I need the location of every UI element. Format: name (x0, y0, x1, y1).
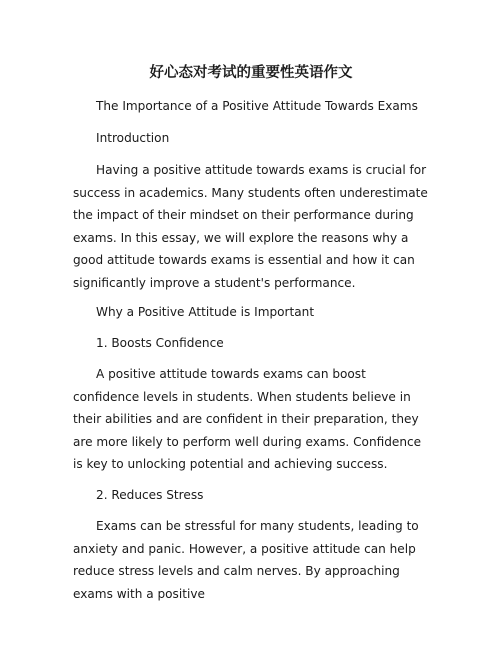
section-heading: Why a Positive Attitude is Important (96, 305, 315, 319)
subtitle: The Importance of a Positive Attitude Towards Exams (96, 99, 418, 113)
point1-paragraph: A positive attitude towards exams can boost confidence levels in students. When students believe in their abilities and are confident in their preparation, they are more likely to perform well during exams. Confidence is key to unlocking potential and achieving success. (73, 367, 422, 471)
intro-heading: Introduction (96, 131, 170, 145)
point2-paragraph: Exams can be stressful for many students, leading to anxiety and panic. However, a positive attitude can help reduce stress levels and calm nerves. By approaching exams with a positive (73, 519, 419, 601)
document-title: 好心态对考试的重要性英语作文 (149, 65, 353, 81)
point2-heading: 2. Reduces Stress (96, 488, 204, 502)
point1-heading: 1. Boosts Confidence (96, 336, 224, 350)
intro-paragraph: Having a positive attitude towards exams is crucial for success in academics. Many students often underestimate the impact of their mindset on their performance during exams. In this essay, we will explore the reasons why a good attitude towards exams is essential and how it can significantly improve a student's performance. (73, 163, 428, 290)
